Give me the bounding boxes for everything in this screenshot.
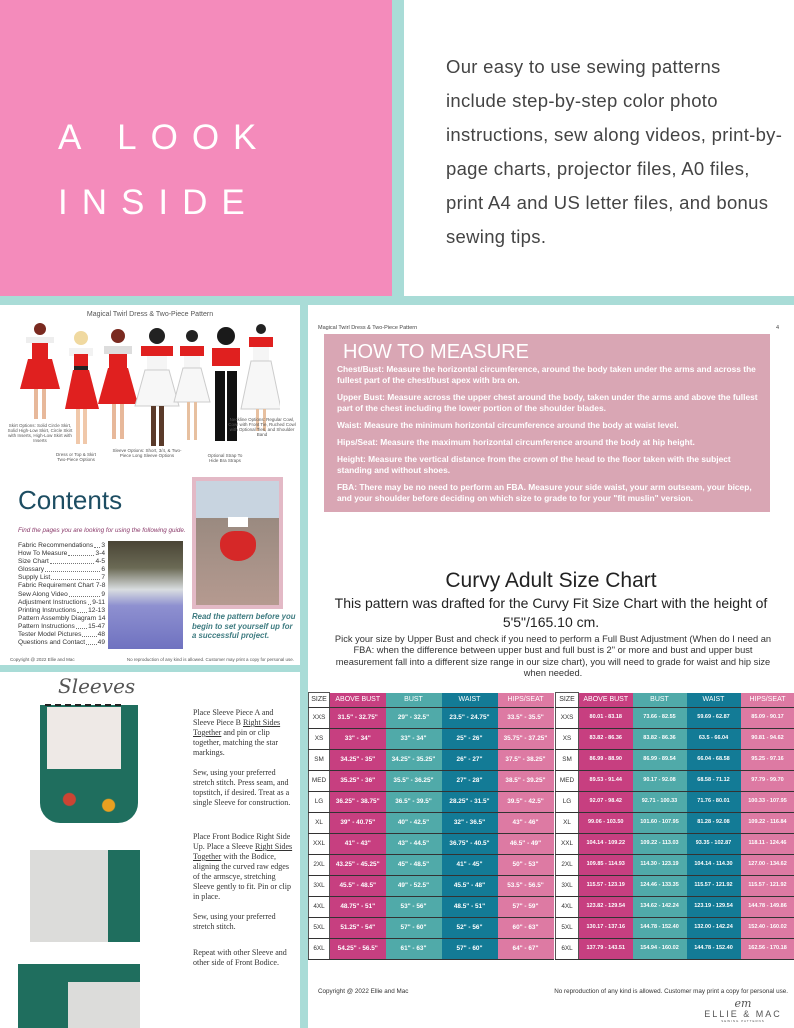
measurement-cell: 45.5" - 48" — [442, 876, 498, 897]
toc-page: 15-47 — [88, 622, 105, 630]
table-row — [309, 792, 554, 813]
measurement-cell: 45.5" - 48.5" — [330, 876, 386, 897]
measurement-cell: 83.82 - 86.36 — [579, 729, 633, 750]
toc-leader — [82, 631, 96, 637]
measure-fba: FBA: There may be no need to perform an FBA. Measure your side waist, your arm outseam, your bicep, and your shoulder before deciding on which size to grade to for your "fit muslin" version. — [337, 482, 752, 503]
toc-label: Printing Instructions — [18, 606, 76, 614]
measurement-cell: 27" - 28" — [442, 771, 498, 792]
table-row — [556, 855, 794, 876]
measurement-cell: 123.19 - 129.54 — [687, 897, 741, 918]
table-of-contents — [18, 542, 105, 647]
measurement-cell: 61" - 63" — [386, 939, 442, 960]
table-row — [556, 918, 794, 939]
caption-neckline: Neckline Options: Regular Cowl, Cowl with Front Tie, Ruched Cowl with Optional Ties, and Shoulder Band — [228, 417, 296, 437]
measurement-cell: 49" - 52.5" — [386, 876, 442, 897]
measurement-cell: 41" - 43" — [330, 834, 386, 855]
size-cell: SM — [309, 750, 330, 771]
measurement-cell: 93.35 - 102.87 — [687, 834, 741, 855]
toc-label: Adjustment Instructions — [18, 598, 87, 606]
measurement-cell: 33" - 34" — [330, 729, 386, 750]
measurement-cell: 101.60 - 107.95 — [633, 813, 687, 834]
measurement-cell: 130.17 - 137.16 — [579, 918, 633, 939]
toc-leader — [86, 639, 97, 645]
measurement-cell: 154.94 - 160.02 — [633, 939, 687, 960]
table-row — [309, 918, 554, 939]
size-cell: 5XL — [556, 918, 579, 939]
measurement-cell: 124.46 - 133.35 — [633, 876, 687, 897]
sleeves-page — [0, 672, 300, 1028]
size-cell: XXS — [556, 708, 579, 729]
measurement-cell: 144.78 - 152.40 — [687, 939, 741, 960]
footer-notice: No reproduction of any kind is allowed. Customer may print a copy for personal use. — [126, 657, 294, 662]
table-row — [309, 813, 554, 834]
measurement-cell: 59.69 - 62.87 — [687, 708, 741, 729]
measurement-cell: 26" - 27" — [442, 750, 498, 771]
measurement-cell: 36.25" - 38.75" — [330, 792, 386, 813]
measurement-cell: 63.5 - 66.04 — [687, 729, 741, 750]
measurement-cell: 89.53 - 91.44 — [579, 771, 633, 792]
measurement-cell: 83.82 - 86.36 — [633, 729, 687, 750]
column-header: SIZE — [309, 693, 330, 708]
measurement-cell: 35.5" - 36.25" — [386, 771, 442, 792]
measurement-cell: 33.5" - 35.5" — [498, 708, 554, 729]
bodice-sleeve-photo — [30, 850, 140, 942]
table-row — [309, 834, 554, 855]
size-cell: 2XL — [556, 855, 579, 876]
table-row — [556, 729, 794, 750]
toc-page: 12-13 — [88, 606, 105, 614]
column-header: WAIST — [687, 693, 741, 708]
measurement-cell: 132.00 - 142.24 — [687, 918, 741, 939]
table-row — [556, 708, 794, 729]
column-header: ABOVE BUST — [579, 693, 633, 708]
measurement-cell: 37.5" - 38.25" — [498, 750, 554, 771]
size-table-cm — [555, 692, 794, 960]
toc-page: 3-4 — [95, 550, 105, 558]
toc-page: 6 — [101, 566, 105, 574]
toc-page: 48 — [97, 631, 105, 639]
toc-label: Size Chart — [18, 558, 49, 566]
measurement-cell: 38.5" - 39.25" — [498, 771, 554, 792]
measurement-cell: 46.5" - 49" — [498, 834, 554, 855]
table-row — [309, 729, 554, 750]
caption-dress-top: Dress or Top & Skirt Two-Piece Options — [56, 452, 96, 462]
measurement-cell: 123.82 - 129.54 — [579, 897, 633, 918]
measurement-cell: 34.25" - 35" — [330, 750, 386, 771]
column-header: BUST — [633, 693, 687, 708]
column-header: ABOVE BUST — [330, 693, 386, 708]
step-2: Sew, using your preferred stretch stitch. Press seam, and topstitch, if desired. Treat as a single Sleeve for construction. — [193, 768, 291, 807]
figure-back-white — [241, 324, 280, 431]
sleeve-steps — [193, 708, 293, 978]
intro-panel — [404, 0, 794, 296]
read-note: Read the pattern before you begin to set yourself up for a successful project. — [192, 612, 296, 640]
measurement-cell: 90.17 - 92.08 — [633, 771, 687, 792]
step-5: Repeat with other Sleeve and other side of Front Bodice. — [193, 948, 287, 967]
measurement-cell: 52" - 56" — [442, 918, 498, 939]
size-cell: 6XL — [556, 939, 579, 960]
toc-label: Fabric Requirement Chart — [18, 582, 94, 590]
size-cell: 6XL — [309, 939, 330, 960]
ellie-mac-logo — [703, 998, 783, 1023]
toc-page: 3 — [101, 542, 105, 549]
measurement-cell: 23.5" - 24.75" — [442, 708, 498, 729]
measure-waist: Waist: Measure the minimum horizontal circumference around the body at waist level. — [337, 420, 679, 430]
footer-copyright: Copyright @ 2022 Ellie and Mac — [10, 657, 75, 662]
sleeves-title: Sleeves — [58, 674, 136, 698]
size-cell: 3XL — [556, 876, 579, 897]
toc-leader — [94, 542, 100, 548]
toc-label: Glossary — [18, 566, 45, 574]
chart-subtitle: This pattern was drafted for the Curvy Fit Size Chart with the height of 5'5"/165.10 cm. — [334, 595, 768, 630]
measurement-cell: 66.04 - 68.58 — [687, 750, 741, 771]
measurement-cell: 60" - 63" — [498, 918, 554, 939]
size-cell: LG — [309, 792, 330, 813]
toc-leader — [50, 558, 95, 564]
size-cell: SM — [556, 750, 579, 771]
step-4: Sew, using your preferred stretch stitch. — [193, 912, 276, 931]
toc-entry — [18, 582, 105, 590]
measurement-cell: 31.5" - 32.75" — [330, 708, 386, 729]
measurement-cell: 115.57 - 123.19 — [579, 876, 633, 897]
measurement-cell: 99.06 - 103.50 — [579, 813, 633, 834]
measurement-cell: 39" - 40.75" — [330, 813, 386, 834]
chart-note: Pick your size by Upper Bust and check if you need to perform a Full Bust Adjustment (When do I need an FBA: when the difference between upper bust and full bust is 2" or more and bust and upper bust measurement fall into a different size range in our size chart), you will need to grade for waist and hip size when needed. — [334, 634, 772, 678]
table-row — [309, 897, 554, 918]
measurement-cell: 64" - 67" — [498, 939, 554, 960]
sleeve-pieces-photo — [40, 705, 138, 823]
hero-banner — [0, 0, 392, 296]
measurement-cell: 81.28 - 92.08 — [687, 813, 741, 834]
size-cell: XXL — [309, 834, 330, 855]
measurement-cell: 144.78 - 149.86 — [741, 897, 794, 918]
column-header: BUST — [386, 693, 442, 708]
toc-entry — [18, 566, 105, 574]
table-row — [309, 750, 554, 771]
table-row — [556, 813, 794, 834]
measurement-cell: 45" - 48.5" — [386, 855, 442, 876]
measurement-cell: 36.5" - 39.5" — [386, 792, 442, 813]
table-header-row — [309, 693, 554, 708]
toc-leader — [68, 550, 94, 556]
measurement-cell: 43" - 46" — [498, 813, 554, 834]
measurement-cell: 137.79 - 143.51 — [579, 939, 633, 960]
other-sleeve-photo — [18, 964, 140, 1028]
toc-label: Fabric Recommendations — [18, 542, 94, 549]
measurement-cell: 118.11 - 124.46 — [741, 834, 794, 855]
contents-title: Contents — [18, 485, 123, 515]
toc-page: 7 — [101, 574, 105, 582]
measurement-cell: 71.76 - 80.01 — [687, 792, 741, 813]
measurement-cell: 36.75" - 40.5" — [442, 834, 498, 855]
measurement-cell: 32" - 36.5" — [442, 813, 498, 834]
measurement-cell: 86.99 - 88.90 — [579, 750, 633, 771]
measurement-cell: 100.33 - 107.95 — [741, 792, 794, 813]
column-header: SIZE — [556, 693, 579, 708]
page-header: Magical Twirl Dress & Two-Piece Pattern — [318, 325, 418, 331]
measurement-cell: 109.22 - 116.84 — [741, 813, 794, 834]
step-1: Place Sleeve Piece A and Sleeve Piece B Right Sides Together and pin or clip together, matching the star markings. — [193, 708, 281, 757]
measure-height: Height: Measure the vertical distance from the crown of the head to the floor taken with the subject standing and without shoes. — [337, 454, 731, 475]
hero-title-line2: INSIDE — [58, 183, 259, 222]
size-cell: XS — [556, 729, 579, 750]
size-cell: XL — [556, 813, 579, 834]
toc-label: Questions and Contact — [18, 639, 86, 647]
toc-entry — [18, 615, 105, 623]
measurement-cell: 48.75" - 51" — [330, 897, 386, 918]
measurement-cell: 40" - 42.5" — [386, 813, 442, 834]
measure-upper-bust: Upper Bust: Measure across the upper chest around the body, taken under the arms and above the fullest part of the chest including the lower portion of the shoulder blades. — [337, 392, 758, 413]
column-header: HIPS/SEAT — [741, 693, 794, 708]
toc-entry — [18, 631, 105, 639]
measurement-cell: 25" - 26" — [442, 729, 498, 750]
toc-leader — [76, 623, 87, 629]
table-row — [556, 792, 794, 813]
logo-tag: SEWING PATTERNS — [721, 1019, 765, 1023]
footer-copyright: Copyright @ 2022 Ellie and Mac — [318, 988, 409, 995]
toc-label: Tester Model Pictures — [18, 631, 82, 639]
toc-entry — [18, 607, 105, 615]
measurement-cell: 35.25" - 36" — [330, 771, 386, 792]
measurement-cell: 57" - 60" — [386, 918, 442, 939]
measurement-cell: 86.99 - 89.54 — [633, 750, 687, 771]
measurement-cell: 109.85 - 114.93 — [579, 855, 633, 876]
figure-back-red — [20, 323, 60, 419]
column-header: HIPS/SEAT — [498, 693, 554, 708]
toc-label: How To Measure — [18, 550, 68, 558]
size-cell: XS — [309, 729, 330, 750]
measure-chest: Chest/Bust: Measure the horizontal circumference, around the body taken under the arms and across the fullest part of the chest/bust apex with bra on. — [337, 364, 756, 385]
toc-label: Pattern Instructions — [18, 622, 75, 630]
measurement-cell: 73.66 - 82.55 — [633, 708, 687, 729]
measurement-cell: 152.40 - 160.02 — [741, 918, 794, 939]
table-header-row — [556, 693, 794, 708]
measurement-cell: 68.58 - 71.12 — [687, 771, 741, 792]
chart-title: Curvy Adult Size Chart — [445, 569, 657, 592]
toc-entry — [18, 639, 105, 647]
measurement-cell: 104.14 - 114.30 — [687, 855, 741, 876]
step-3: Place Front Bodice Right Side Up. Place a Sleeve Right Sides Together with the Bodice, aligning the curved raw edges of the armscye, stretching Sleeve gently to fit. Pin or clip in place. — [193, 832, 293, 901]
toc-entry — [18, 623, 105, 631]
table-row — [556, 771, 794, 792]
overview-page — [0, 305, 300, 665]
measurement-cell: 43.25" - 45.25" — [330, 855, 386, 876]
toc-label: Pattern Assembly Diagram — [18, 614, 97, 622]
toc-page: 14 — [98, 614, 106, 622]
toc-page: 4-5 — [95, 558, 105, 566]
toc-entry — [18, 542, 105, 550]
caption-sleeve: Sleeve Options: Short, 3/4, & Two-Piece Long Sleeve Options — [112, 448, 182, 458]
figure-white-dress — [174, 330, 210, 440]
caption-strap: Optional Strap To Hide Bra Straps — [207, 453, 243, 463]
page-number: 4 — [776, 325, 780, 331]
table-row — [556, 834, 794, 855]
size-cell: 4XL — [309, 897, 330, 918]
toc-entry — [18, 574, 105, 582]
overview-title: Magical Twirl Dress & Two-Piece Pattern — [86, 311, 214, 318]
measurement-cell: 51.25" - 54" — [330, 918, 386, 939]
measurement-cell: 34.25" - 35.25" — [386, 750, 442, 771]
table-row — [309, 855, 554, 876]
measure-hips: Hips/Seat: Measure the maximum horizontal circumference around the body at hip height. — [337, 437, 695, 447]
measurement-cell: 43" - 44.5" — [386, 834, 442, 855]
size-cell: 4XL — [556, 897, 579, 918]
how-to-measure-title: HOW TO MEASURE — [343, 341, 529, 363]
figure-red-cowl — [98, 329, 138, 439]
toc-label: Sew Along Video — [18, 590, 68, 598]
toc-leader — [88, 599, 92, 605]
toc-leader — [45, 566, 100, 572]
logo-name: ELLIE & MAC — [704, 1009, 782, 1019]
measurement-cell: 114.30 - 123.19 — [633, 855, 687, 876]
toc-leader — [69, 591, 101, 597]
measurement-cell: 54.25" - 56.5" — [330, 939, 386, 960]
measurement-cell: 53.5" - 56.5" — [498, 876, 554, 897]
toc-page: 7-8 — [95, 582, 106, 590]
toc-leader — [51, 574, 100, 580]
measurement-cell: 50" - 53" — [498, 855, 554, 876]
footer-notice: No reproduction of any kind is allowed. Customer may print a copy for personal use. — [554, 988, 788, 995]
size-cell: 2XL — [309, 855, 330, 876]
measurement-cell: 162.56 - 170.18 — [741, 939, 794, 960]
measurement-cell: 53" - 56" — [386, 897, 442, 918]
figure-white-red — [135, 328, 179, 446]
table-row — [309, 876, 554, 897]
measurement-cell: 85.09 - 90.17 — [741, 708, 794, 729]
measurement-cell: 57" - 59" — [498, 897, 554, 918]
measurement-cell: 39.5" - 42.5" — [498, 792, 554, 813]
measurement-cell: 115.57 - 121.92 — [741, 876, 794, 897]
measurement-cell: 134.62 - 142.24 — [633, 897, 687, 918]
measurement-cell: 95.25 - 97.16 — [741, 750, 794, 771]
toc-entry — [18, 599, 105, 607]
toc-label: Supply List — [18, 574, 51, 582]
table-row — [556, 876, 794, 897]
measurement-cell: 57" - 60" — [442, 939, 498, 960]
measurement-cell: 29" - 32.5" — [386, 708, 442, 729]
measurement-cell: 48.5" - 51" — [442, 897, 498, 918]
size-cell: XL — [309, 813, 330, 834]
tester-photo-purple-dress — [108, 541, 183, 649]
measurement-cell: 109.22 - 113.03 — [633, 834, 687, 855]
measurement-cell: 80.01 - 83.18 — [579, 708, 633, 729]
size-cell: MED — [309, 771, 330, 792]
toc-entry — [18, 558, 105, 566]
measurement-cell: 92.71 - 100.33 — [633, 792, 687, 813]
table-row — [309, 939, 554, 960]
measurement-cell: 127.00 - 134.62 — [741, 855, 794, 876]
measurement-cell: 28.25" - 31.5" — [442, 792, 498, 813]
size-cell: LG — [556, 792, 579, 813]
tester-photo-red-dress — [196, 481, 279, 605]
hero-title-line1: A LOOK — [58, 118, 271, 157]
size-cell: XXL — [556, 834, 579, 855]
measurement-cell: 33" - 34" — [386, 729, 442, 750]
size-cell: 5XL — [309, 918, 330, 939]
toc-page: 9-11 — [92, 598, 105, 606]
table-row — [556, 939, 794, 960]
table-row — [556, 897, 794, 918]
toc-entry — [18, 550, 105, 558]
table-row — [309, 771, 554, 792]
tester-photo-frame — [192, 477, 283, 609]
caption-skirt: Skirt Options: Solid Circle Skirt, Solid High-Low Skirt, Circle Skirt with Inserts, High-Low Skirt with Inserts — [7, 423, 73, 443]
size-table-inches — [308, 692, 554, 960]
table-row — [556, 750, 794, 771]
measurement-cell: 90.81 - 94.62 — [741, 729, 794, 750]
toc-page: 9 — [101, 590, 105, 598]
how-to-measure-box — [324, 334, 770, 512]
size-cell: MED — [556, 771, 579, 792]
table-row — [309, 708, 554, 729]
intro-text: Our easy to use sewing patterns include step-by-step color photo instructions, sew along videos, print-by-page charts, projector files, A0 files, print A4 and US letter files, and bonus sewing tips. — [446, 56, 783, 247]
column-header: WAIST — [442, 693, 498, 708]
measurement-cell: 115.57 - 121.92 — [687, 876, 741, 897]
measurement-cell: 41" - 45" — [442, 855, 498, 876]
logo-mark: em — [734, 997, 752, 1010]
measurement-cell: 104.14 - 109.22 — [579, 834, 633, 855]
size-cell: XXS — [309, 708, 330, 729]
size-chart-page — [308, 305, 794, 1028]
toc-leader — [77, 607, 87, 613]
size-cell: 3XL — [309, 876, 330, 897]
measurement-cell: 97.79 - 99.70 — [741, 771, 794, 792]
measurement-cell: 144.78 - 152.40 — [633, 918, 687, 939]
toc-page: 49 — [97, 639, 105, 647]
contents-subtitle: Find the pages you are looking for using the following guide. — [18, 527, 186, 534]
toc-entry — [18, 591, 105, 599]
measurement-cell: 35.75" - 37.25" — [498, 729, 554, 750]
measurement-cell: 92.07 - 98.42 — [579, 792, 633, 813]
